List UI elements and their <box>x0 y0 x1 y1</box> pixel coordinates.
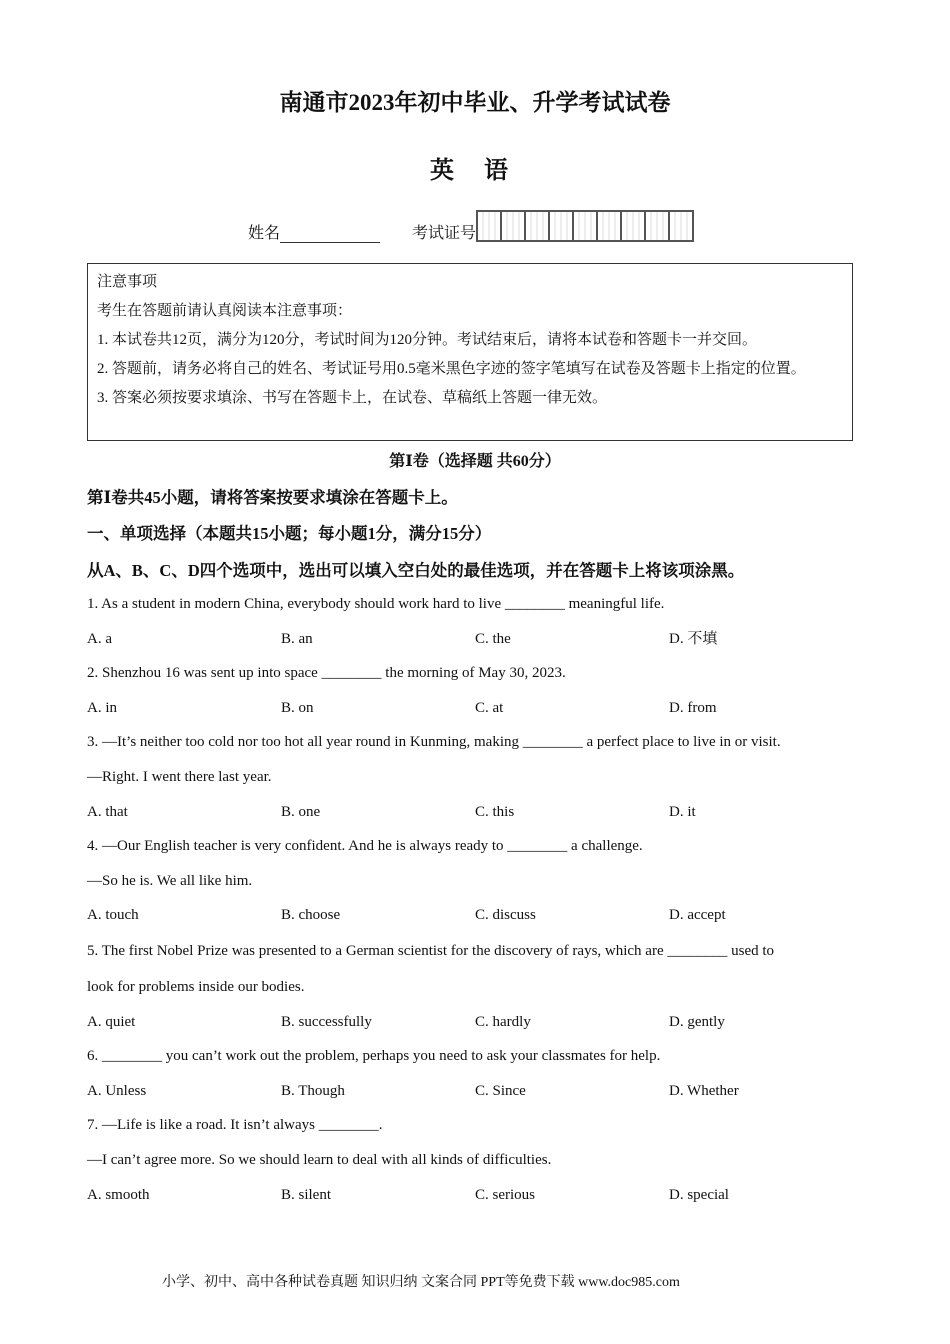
options-row <box>87 622 877 657</box>
section-title: 第Ⅰ卷（选择题 共60分） <box>389 453 561 470</box>
option-c: C. Since <box>475 1082 526 1099</box>
option-a: A. quiet <box>87 1013 136 1030</box>
notice-intro: 考生在答题前请认真阅读本注意事项： <box>97 303 353 319</box>
options-row <box>87 795 877 830</box>
question-text: 2. Shenzhou 16 was sent up into space ________ the morning of May 30, 2023. <box>87 665 566 682</box>
question-text: 4. —Our English teacher is very confident. And he is always ready to ________ a challenge. <box>87 838 643 855</box>
question-text: —So he is. We all like him. <box>87 872 253 889</box>
option-d: D. 不填 <box>669 630 718 647</box>
option-c: C. the <box>475 630 511 647</box>
option-a: A. Unless <box>87 1082 147 1099</box>
option-a: A. touch <box>87 907 139 924</box>
exam-title: 南通市2023年初中毕业、升学考试试卷 <box>279 90 671 115</box>
question-text: —I can’t agree more. So we should learn to deal with all kinds of difficulties. <box>87 1151 552 1168</box>
option-b: B. Though <box>281 1082 345 1099</box>
notice-box <box>87 263 853 441</box>
option-c: C. this <box>475 803 515 820</box>
option-c: C. at <box>475 699 504 716</box>
question-5 <box>87 933 877 1039</box>
option-c: C. discuss <box>475 907 536 924</box>
question-text: —Right. I went there last year. <box>87 768 272 785</box>
name-label: 姓名 <box>248 225 281 242</box>
notice-heading: 注意事项 <box>97 274 158 290</box>
subject-title: 英 语 <box>430 158 520 184</box>
question-text: 5. The first Nobel Prize was presented to a German scientist for the discovery of rays, which are ________ used to <box>87 942 775 959</box>
question-1 <box>87 587 877 656</box>
notice-item: 2. 答题前，请务必将自己的姓名、考试证号用0.5毫米黑色字迹的签字笔填写在试卷及答题卡上指定的位置。 <box>97 361 806 377</box>
name-blank <box>280 226 380 243</box>
question-text: look for problems inside our bodies. <box>87 978 305 995</box>
part-instruction: 从A、B、C、D四个选项中，选出可以填入空白处的最佳选项，并在答题卡上将该项涂黑。 <box>87 561 745 580</box>
option-a: A. in <box>87 699 117 716</box>
question-3 <box>87 725 877 829</box>
option-d: D. Whether <box>669 1082 739 1099</box>
option-b: B. successfully <box>281 1013 372 1030</box>
option-d: D. accept <box>669 907 726 924</box>
options-row <box>87 898 877 933</box>
options-row <box>87 1074 877 1109</box>
option-c: C. hardly <box>475 1013 531 1030</box>
notice-item: 3. 答案必须按要求填涂、书写在答题卡上，在试卷、草稿纸上答题一律无效。 <box>97 390 608 406</box>
question-6 <box>87 1039 877 1108</box>
question-text: 6. ________ you can’t work out the problem, perhaps you need to ask your classmates for help. <box>87 1048 661 1065</box>
question-2 <box>87 656 877 725</box>
option-b: B. silent <box>281 1186 332 1203</box>
option-d: D. gently <box>669 1013 725 1030</box>
question-text: 3. —It’s neither too cold nor too hot all year round in Kunming, making ________ a perfect place to live in or visit. <box>87 734 781 751</box>
option-b: B. an <box>281 630 313 647</box>
option-b: B. on <box>281 699 314 716</box>
question-text: 7. —Life is like a road. It isn’t always ________. <box>87 1117 383 1134</box>
question-text: 1. As a student in modern China, everybody should work hard to live ________ meaningful life. <box>87 596 665 612</box>
question-list <box>87 587 877 1212</box>
option-b: B. choose <box>281 907 341 924</box>
option-c: C. serious <box>475 1186 535 1203</box>
footer: 小学、初中、高中各种试卷真题 知识归纳 文案合同 PPT等免费下载 www.doc985.com <box>162 1275 680 1290</box>
option-b: B. one <box>281 803 321 820</box>
part-title: 一、单项选择（本题共15小题；每小题1分，满分15分） <box>87 524 492 543</box>
option-d: D. from <box>669 699 717 716</box>
question-7 <box>87 1108 877 1212</box>
options-row <box>87 691 877 726</box>
id-number-boxes <box>476 210 694 242</box>
options-row <box>87 1005 877 1040</box>
options-row <box>87 1178 877 1213</box>
option-d: D. special <box>669 1186 729 1203</box>
option-a: A. that <box>87 803 128 820</box>
option-a: A. smooth <box>87 1186 150 1203</box>
id-label: 考试证号 <box>412 225 477 242</box>
notice-item: 1. 本试卷共12页，满分为120分，考试时间为120分钟。考试结束后，请将本试卷和答题卡一并交回。 <box>97 332 758 348</box>
option-a: A. a <box>87 630 112 647</box>
question-4 <box>87 829 877 933</box>
section-note: 第Ⅰ卷共45小题，请将答案按要求填涂在答题卡上。 <box>87 488 458 507</box>
candidate-info <box>248 220 694 243</box>
option-d: D. it <box>669 803 696 820</box>
